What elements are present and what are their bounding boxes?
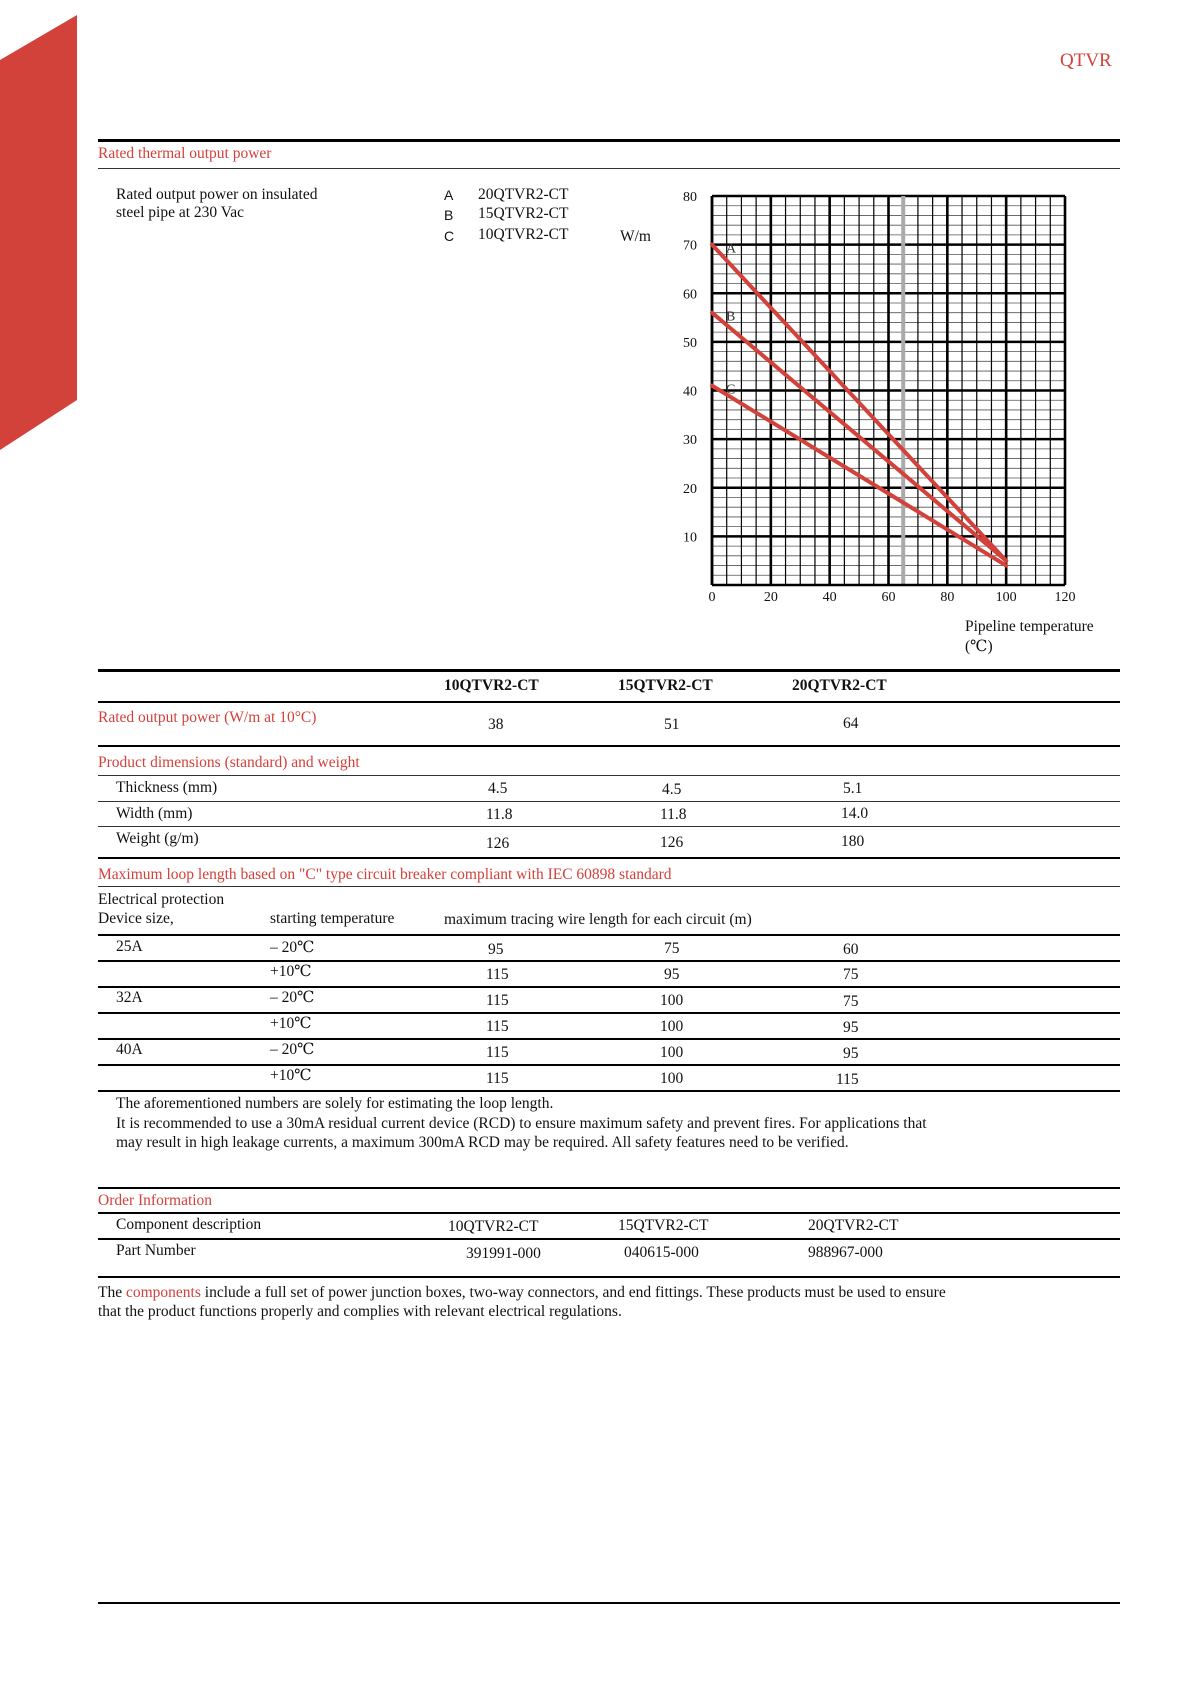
loop-cell: 115 — [486, 1044, 509, 1061]
section-rule — [98, 139, 1120, 142]
table-rule — [98, 1238, 1120, 1240]
series-label-c: C — [726, 382, 736, 398]
components-link[interactable]: components — [125, 1284, 201, 1301]
y-tick-label: 20 — [683, 481, 697, 497]
loop-temp: +10℃ — [270, 1067, 312, 1084]
y-tick-label: 80 — [683, 190, 697, 205]
order-part-label: Part Number — [116, 1242, 196, 1259]
y-tick-label: 50 — [683, 335, 697, 351]
table-rule — [98, 960, 1120, 962]
table-rule — [98, 669, 1120, 672]
table-rule — [98, 1064, 1120, 1066]
dims-row-label: Width (mm) — [116, 805, 193, 822]
series-label-a: A — [726, 241, 737, 257]
loop-size: 32A — [116, 989, 143, 1006]
divider — [98, 826, 1120, 827]
y-tick-label: 40 — [683, 384, 697, 400]
loop-cell: 100 — [660, 1018, 684, 1035]
loop-temp: +10℃ — [270, 1015, 312, 1032]
footer-rule — [98, 1602, 1120, 1604]
x-tick-label: 80 — [940, 590, 955, 605]
order-part-number: 988967-000 — [808, 1244, 883, 1261]
loop-cell: 100 — [660, 1044, 684, 1061]
loop-note-3: may result in high leakage currents, a maximum 300mA RCD may be required. All safety features need to be verified. — [116, 1134, 849, 1151]
order-product: 10QTVR2-CT — [448, 1218, 539, 1235]
loop-head-line1: Electrical protection — [98, 891, 225, 908]
loop-head-line2: Device size, — [98, 910, 174, 927]
chart-y-unit: W/m — [620, 228, 651, 245]
rated-value-20: 64 — [843, 715, 859, 732]
loop-temp: +10℃ — [270, 963, 312, 980]
loop-cell: 115 — [836, 1071, 859, 1088]
chart-x-label-line1: Pipeline temperature — [965, 618, 1094, 635]
loop-cell: 100 — [660, 1070, 684, 1087]
legend-letter-b: B — [444, 207, 454, 223]
series-label-b: B — [726, 309, 736, 325]
divider — [98, 801, 1120, 802]
table-rule — [98, 1038, 1120, 1040]
dims-row-label: Thickness (mm) — [116, 779, 218, 796]
y-tick-label: 60 — [683, 287, 697, 303]
column-header-15: 15QTVR2-CT — [618, 677, 713, 694]
legend-letter-a: A — [444, 187, 454, 203]
column-header-10: 10QTVR2-CT — [444, 677, 539, 694]
loop-size: 25A — [116, 938, 143, 955]
loop-temp: – 20℃ — [270, 989, 315, 1006]
power-temperature-chart — [610, 180, 1130, 660]
table-rule — [98, 857, 1120, 859]
x-tick-label: 120 — [1054, 590, 1076, 605]
chart-x-label-line2: (℃) — [965, 638, 993, 655]
x-tick-label: 40 — [822, 590, 837, 605]
loop-cell: 115 — [486, 966, 509, 983]
dims-cell: 4.5 — [488, 780, 508, 797]
loop-cell: 95 — [843, 1019, 859, 1036]
x-tick-label: 100 — [995, 590, 1017, 605]
y-tick-label: 70 — [683, 238, 697, 254]
y-tick-label: 10 — [683, 530, 697, 546]
loop-cell: 100 — [660, 992, 684, 1009]
table-rule — [98, 1276, 1120, 1278]
loop-cell: 115 — [486, 1018, 509, 1035]
corner-decoration — [0, 0, 80, 460]
divider — [98, 886, 1120, 887]
order-product: 15QTVR2-CT — [618, 1217, 709, 1234]
loop-head-max: maximum tracing wire length for each circuit (m) — [444, 911, 752, 928]
loop-cell: 95 — [488, 941, 504, 958]
section-title-thermal: Rated thermal output power — [98, 145, 272, 162]
loop-cell: 75 — [843, 966, 859, 983]
dims-cell: 5.1 — [843, 780, 863, 797]
table-rule — [98, 701, 1120, 703]
brand-label: QTVR — [1060, 50, 1112, 71]
order-part-number: 391991-000 — [466, 1245, 541, 1262]
loop-section-title: Maximum loop length based on "C" type circuit breaker compliant with IEC 60898 standard — [98, 866, 672, 883]
loop-size: 40A — [116, 1041, 143, 1058]
order-part-number: 040615-000 — [624, 1244, 699, 1261]
legend-name-b: 15QTVR2-CT — [478, 205, 569, 222]
loop-cell: 115 — [486, 1070, 509, 1087]
loop-note-1: The aforementioned numbers are solely for estimating the loop length. — [116, 1095, 554, 1112]
order-desc-label: Component description — [116, 1216, 262, 1233]
loop-head-start: starting temperature — [270, 910, 395, 927]
loop-cell: 75 — [664, 940, 680, 957]
thermal-desc-line2: steel pipe at 230 Vac — [116, 204, 244, 221]
divider — [98, 168, 1120, 169]
legend-name-a: 20QTVR2-CT — [478, 186, 569, 203]
loop-cell: 75 — [843, 993, 859, 1010]
x-tick-label: 60 — [881, 590, 896, 605]
order-product: 20QTVR2-CT — [808, 1217, 899, 1234]
x-tick-label: 20 — [763, 590, 778, 605]
footer-note-line2: that the product functions properly and complies with relevant electrical regulations. — [98, 1303, 622, 1320]
table-rule — [98, 934, 1120, 936]
y-tick-label: 30 — [683, 433, 697, 449]
loop-cell: 115 — [486, 992, 509, 1009]
table-rule — [98, 1012, 1120, 1014]
dims-cell: 180 — [841, 833, 865, 850]
rated-value-10: 38 — [488, 716, 504, 733]
dims-cell: 14.0 — [841, 805, 869, 822]
legend-letter-c: C — [444, 228, 455, 244]
x-tick-label: 0 — [708, 590, 716, 605]
footer-note-line1 — [98, 1284, 946, 1302]
loop-cell: 95 — [664, 966, 680, 983]
table-rule — [98, 986, 1120, 988]
table-rule — [98, 1212, 1120, 1214]
dims-section-title: Product dimensions (standard) and weight — [98, 754, 360, 771]
loop-cell: 95 — [843, 1045, 859, 1062]
dims-cell: 11.8 — [486, 806, 513, 823]
dims-cell: 126 — [486, 835, 510, 852]
rated-output-label: Rated output power (W/m at 10°C) — [98, 709, 317, 726]
dims-row-label: Weight (g/m) — [116, 830, 199, 847]
table-rule — [98, 1187, 1120, 1189]
loop-temp: – 20℃ — [270, 939, 315, 956]
column-header-20: 20QTVR2-CT — [792, 677, 887, 694]
dims-cell: 11.8 — [660, 806, 687, 823]
footer-note-prefix: The — [98, 1284, 126, 1301]
rated-value-15: 51 — [664, 716, 680, 733]
legend-name-c: 10QTVR2-CT — [478, 226, 569, 243]
dims-cell: 4.5 — [662, 781, 682, 798]
dims-cell: 126 — [660, 834, 684, 851]
divider — [98, 775, 1120, 776]
order-section-title: Order Information — [98, 1192, 213, 1209]
loop-temp: – 20℃ — [270, 1041, 315, 1058]
loop-cell: 60 — [843, 941, 859, 958]
loop-note-2: It is recommended to use a 30mA residual current device (RCD) to ensure maximum safety and prevent fires. For applications that — [116, 1115, 927, 1132]
thermal-desc-line1: Rated output power on insulated — [116, 186, 318, 203]
table-rule — [98, 1090, 1120, 1092]
footer-note-rest: include a full set of power junction boxes, two-way connectors, and end fittings. These products must be used to ensure — [200, 1284, 946, 1301]
table-rule — [98, 745, 1120, 747]
